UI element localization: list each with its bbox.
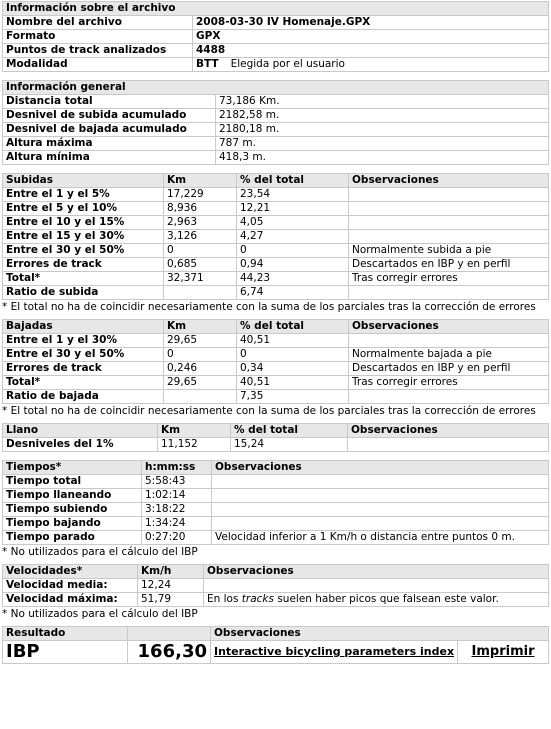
time-cell: 3:18:22 xyxy=(142,503,212,517)
row-label: Entre el 10 y el 15% xyxy=(3,216,164,230)
time-cell: 5:58:43 xyxy=(142,475,212,489)
row-value: 418,3 m. xyxy=(216,151,549,165)
obs-cell: Tras corregir errores xyxy=(349,272,549,286)
row-label: Entre el 15 y el 30% xyxy=(3,230,164,244)
row-label: Entre el 1 y el 5% xyxy=(3,188,164,202)
table-header xyxy=(3,174,549,188)
speed-cell: 12,24 xyxy=(138,579,204,593)
table-row xyxy=(3,95,549,109)
obs-cell xyxy=(349,188,549,202)
km-cell: 2,963 xyxy=(164,216,237,230)
file-name-label: Nombre del archivo xyxy=(3,16,193,30)
table-row xyxy=(3,202,549,216)
row-label: Entre el 5 y el 10% xyxy=(3,202,164,216)
row-label: Ratio de bajada xyxy=(3,390,164,404)
tiempos-table xyxy=(2,460,549,545)
percent-cell: 4,05 xyxy=(237,216,349,230)
percent-cell: 4,27 xyxy=(237,230,349,244)
resultado-table xyxy=(2,626,549,664)
column-header: % del total xyxy=(237,174,349,188)
table-row xyxy=(3,517,549,531)
percent-cell: 12,21 xyxy=(237,202,349,216)
time-cell: 0:27:20 xyxy=(142,531,212,545)
row-label: Desniveles del 1% xyxy=(3,438,158,452)
column-header: Km xyxy=(158,424,231,438)
percent-cell: 44,23 xyxy=(237,272,349,286)
obs-cell xyxy=(212,475,549,489)
row-label: Entre el 30 y el 50% xyxy=(3,348,164,362)
row-label: Tiempo bajando xyxy=(3,517,142,531)
column-header xyxy=(128,627,211,641)
points-label: Puntos de track analizados xyxy=(3,44,193,58)
ibp-info-link[interactable]: Interactive bicycling parameters index xyxy=(214,645,455,658)
km-cell: 0 xyxy=(164,348,237,362)
table-row xyxy=(3,216,549,230)
subidas-note: * El total no ha de coincidir necesariamente con la suma de los parciales tras la corrección de errores xyxy=(2,301,536,313)
print-cell xyxy=(458,641,549,664)
column-header: Resultado xyxy=(3,627,128,641)
table-row xyxy=(3,137,549,151)
row-label: Tiempo parado xyxy=(3,531,142,545)
obs-cell xyxy=(349,286,549,300)
column-header: Observaciones xyxy=(349,174,549,188)
file-name-value: 2008-03-30 IV Homenaje.GPX xyxy=(193,16,549,30)
column-header: % del total xyxy=(231,424,348,438)
obs-text: suelen haber picos que falsean este valor. xyxy=(273,593,499,605)
percent-cell: 7,35 xyxy=(237,390,349,404)
speed-cell: 51,79 xyxy=(138,593,204,607)
table-header xyxy=(3,424,549,438)
velocidades-note: * No utilizados para el cálculo del IBP xyxy=(2,608,198,620)
points-value: 4488 xyxy=(193,44,549,58)
km-cell: 0,246 xyxy=(164,362,237,376)
column-header: Bajadas xyxy=(3,320,164,334)
percent-cell: 0 xyxy=(237,348,349,362)
column-header: Observaciones xyxy=(204,565,549,579)
format-value: GPX xyxy=(193,30,549,44)
row-label: Altura máxima xyxy=(3,137,216,151)
percent-cell: 6,74 xyxy=(237,286,349,300)
table-row xyxy=(3,151,549,165)
table-header xyxy=(3,320,549,334)
print-link[interactable]: Imprimir xyxy=(471,644,535,659)
percent-cell: 23,54 xyxy=(237,188,349,202)
percent-cell: 15,24 xyxy=(231,438,348,452)
km-cell: 0 xyxy=(164,244,237,258)
obs-cell xyxy=(204,593,549,607)
column-header: Tiempos* xyxy=(3,461,142,475)
ibp-value: 166,30 xyxy=(128,641,211,664)
row-label: Entre el 30 y el 50% xyxy=(3,244,164,258)
obs-cell: Descartados en IBP y en perfil xyxy=(349,258,549,272)
table-header xyxy=(3,461,549,475)
table-row xyxy=(3,16,549,30)
table-row xyxy=(3,109,549,123)
table-row xyxy=(3,362,549,376)
row-label: Tiempo total xyxy=(3,475,142,489)
obs-cell xyxy=(204,579,549,593)
table-header xyxy=(3,627,549,641)
row-value: 2182,58 m. xyxy=(216,109,549,123)
km-cell: 3,126 xyxy=(164,230,237,244)
row-label: Desnivel de bajada acumulado xyxy=(3,123,216,137)
column-header: Velocidades* xyxy=(3,565,138,579)
general-info-table xyxy=(2,80,549,165)
table-row xyxy=(3,272,549,286)
table-row xyxy=(3,531,549,545)
row-label: Tiempo subiendo xyxy=(3,503,142,517)
column-header: Km/h xyxy=(138,565,204,579)
modalidad-label: Modalidad xyxy=(3,58,193,72)
format-label: Formato xyxy=(3,30,193,44)
table-row xyxy=(3,244,549,258)
obs-cell: Tras corregir errores xyxy=(349,376,549,390)
bajadas-table xyxy=(2,319,549,404)
column-header: h:mm:ss xyxy=(142,461,212,475)
table-row xyxy=(3,286,549,300)
km-cell: 29,65 xyxy=(164,334,237,348)
ibp-link-cell xyxy=(211,641,458,664)
table-row xyxy=(3,44,549,58)
row-label: Entre el 1 y el 30% xyxy=(3,334,164,348)
column-header: Observaciones xyxy=(348,424,549,438)
column-header: Llano xyxy=(3,424,158,438)
obs-cell xyxy=(349,334,549,348)
row-label: Distancia total xyxy=(3,95,216,109)
bajadas-note: * El total no ha de coincidir necesariamente con la suma de los parciales tras la corrección de errores xyxy=(2,405,536,417)
row-label: Total* xyxy=(3,272,164,286)
percent-cell: 40,51 xyxy=(237,376,349,390)
table-row xyxy=(3,641,549,664)
table-row xyxy=(3,58,549,72)
table-row xyxy=(3,30,549,44)
obs-cell xyxy=(212,517,549,531)
row-label: Errores de track xyxy=(3,362,164,376)
llano-table xyxy=(2,423,549,452)
row-label: Ratio de subida xyxy=(3,286,164,300)
table-row xyxy=(3,593,549,607)
table-row xyxy=(3,489,549,503)
row-value: 787 m. xyxy=(216,137,549,151)
table-row xyxy=(3,475,549,489)
obs-cell: Velocidad inferior a 1 Km/h o distancia entre puntos 0 m. xyxy=(212,531,549,545)
row-label: Velocidad máxima: xyxy=(3,593,138,607)
row-label: Tiempo llaneando xyxy=(3,489,142,503)
km-cell xyxy=(164,390,237,404)
row-value: 2180,18 m. xyxy=(216,123,549,137)
column-header: Observaciones xyxy=(211,627,549,641)
km-cell xyxy=(164,286,237,300)
table-row xyxy=(3,188,549,202)
row-label: Altura mínima xyxy=(3,151,216,165)
modalidad-value: BTT xyxy=(196,58,219,70)
row-value: 73,186 Km. xyxy=(216,95,549,109)
table-row xyxy=(3,390,549,404)
obs-cell xyxy=(349,216,549,230)
obs-cell xyxy=(212,489,549,503)
file-info-table xyxy=(2,1,549,72)
row-label: Total* xyxy=(3,376,164,390)
modalidad-note: Elegida por el usuario xyxy=(230,58,345,70)
column-header: % del total xyxy=(237,320,349,334)
obs-cell: Normalmente subida a pie xyxy=(349,244,549,258)
table-row xyxy=(3,123,549,137)
km-cell: 11,152 xyxy=(158,438,231,452)
general-info-title: Información general xyxy=(3,81,549,95)
percent-cell: 0 xyxy=(237,244,349,258)
table-row xyxy=(3,230,549,244)
velocidades-table xyxy=(2,564,549,607)
table-row xyxy=(3,438,549,452)
km-cell: 8,936 xyxy=(164,202,237,216)
table-row xyxy=(3,258,549,272)
table-row xyxy=(3,348,549,362)
table-row xyxy=(3,376,549,390)
table-row xyxy=(3,334,549,348)
obs-cell xyxy=(349,202,549,216)
column-header: Subidas xyxy=(3,174,164,188)
column-header: Km xyxy=(164,174,237,188)
table-row xyxy=(3,579,549,593)
ibp-label: IBP xyxy=(3,641,128,664)
percent-cell: 0,34 xyxy=(237,362,349,376)
row-label: Desnivel de subida acumulado xyxy=(3,109,216,123)
column-header: Observaciones xyxy=(212,461,549,475)
modalidad-cell xyxy=(193,58,549,72)
percent-cell: 0,94 xyxy=(237,258,349,272)
km-cell: 29,65 xyxy=(164,376,237,390)
km-cell: 0,685 xyxy=(164,258,237,272)
tiempos-note: * No utilizados para el cálculo del IBP xyxy=(2,546,198,558)
file-info-title: Información sobre el archivo xyxy=(3,2,549,16)
table-header xyxy=(3,565,549,579)
km-cell: 17,229 xyxy=(164,188,237,202)
subidas-table xyxy=(2,173,549,300)
row-label: Errores de track xyxy=(3,258,164,272)
column-header: Km xyxy=(164,320,237,334)
obs-cell xyxy=(348,438,549,452)
time-cell: 1:34:24 xyxy=(142,517,212,531)
obs-cell xyxy=(212,503,549,517)
obs-emphasis: tracks xyxy=(241,593,274,605)
column-header: Observaciones xyxy=(349,320,549,334)
percent-cell: 40,51 xyxy=(237,334,349,348)
obs-text: En los xyxy=(207,593,242,605)
obs-cell: Descartados en IBP y en perfil xyxy=(349,362,549,376)
table-row xyxy=(3,503,549,517)
km-cell: 32,371 xyxy=(164,272,237,286)
row-label: Velocidad media: xyxy=(3,579,138,593)
obs-cell: Normalmente bajada a pie xyxy=(349,348,549,362)
obs-cell xyxy=(349,390,549,404)
time-cell: 1:02:14 xyxy=(142,489,212,503)
obs-cell xyxy=(349,230,549,244)
